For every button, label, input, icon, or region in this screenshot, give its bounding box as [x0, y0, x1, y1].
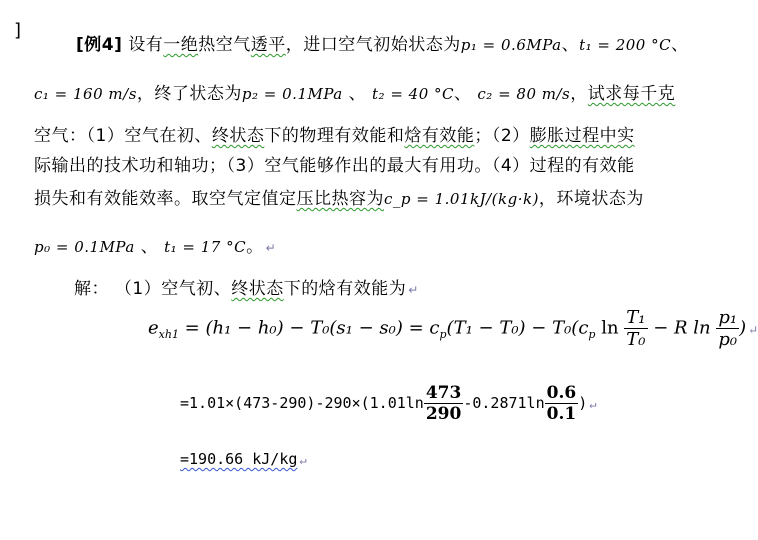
frac-290: 290 [425, 404, 462, 424]
sep-4: 、 [454, 84, 478, 104]
sep-1: 、 [561, 35, 580, 55]
corner-mark: ] [14, 20, 22, 41]
eq-ln: ln [595, 317, 625, 339]
problem-line-2 [34, 79, 675, 104]
cp-value: c_p = 1.01kJ/(kg·k) [384, 190, 539, 208]
p0-value: p₀ = 0.1MPa [34, 238, 135, 256]
problem-line-4: 际输出的技术功和轴功；（3）空气能够作出的最大有用功。（4）过程的有效能 [34, 156, 635, 176]
result-value: =190.66 kJ/kg [180, 450, 298, 468]
sep-3: 、 [342, 84, 373, 104]
frac-p1: p₁ [718, 307, 738, 328]
paragraph-mark: ↵ [589, 397, 597, 411]
c2-value: c₂ = 80 m/s [477, 85, 571, 103]
line-3f: 膨胀过程中实 [529, 126, 635, 146]
text-1e: ，进口空气初始状态为 [285, 35, 461, 55]
solution-intro-c: 下的焓有效能为 [283, 279, 407, 299]
text-2a: ，终了状态为 [136, 84, 242, 104]
line-3a: 空气：（1）空气在初、 [34, 126, 212, 146]
sub-c: ) [578, 394, 588, 412]
line-3b: 终状态 [211, 126, 265, 146]
fraction-p1-p0 [716, 307, 739, 350]
text-2b: ， [570, 84, 588, 104]
problem-line-1 [76, 30, 689, 55]
end-mark: 。 [246, 237, 264, 257]
frac-06: 0.6 [546, 383, 577, 403]
paragraph-mark: ↵ [748, 322, 758, 337]
frac-473: 473 [425, 383, 462, 403]
sub-a: =1.01×(473-290)-290×(1.01ln [180, 394, 424, 412]
line-5a: 损失和有效能效率。取空气定值定 [34, 189, 297, 209]
equation-result [180, 450, 307, 468]
solution-intro-b: 终状态 [231, 279, 284, 299]
eq-minus-r: − R ln [647, 317, 717, 339]
problem-line-5 [34, 184, 644, 209]
c1-value: c₁ = 160 m/s [34, 85, 137, 103]
problem-line-3 [34, 121, 635, 146]
fraction-473-290 [424, 383, 464, 424]
line-5c: ，环境状态为 [538, 189, 644, 209]
equation-exergy [148, 307, 758, 350]
p1-value: p₁ = 0.6MPa [460, 36, 562, 54]
frac-t0: T₀ [626, 329, 646, 350]
text-1c: 热空气 [198, 35, 251, 55]
line-3d: 焓有效能 [404, 126, 475, 146]
solution-heading [74, 274, 419, 299]
frac-t1: T₁ [626, 307, 646, 328]
sep-5: 、 [134, 237, 165, 257]
eq-body-2: (T₁ − T₀) − T₀(c [446, 317, 589, 339]
frac-01: 0.1 [546, 404, 577, 424]
line-3c: 下的物理有效能和 [264, 126, 405, 146]
p2-value: p₂ = 0.1MPa [241, 85, 343, 103]
text-1b: 一绝 [163, 35, 199, 55]
text-2c: 试求每千克 [587, 84, 676, 104]
solution-intro-a: （1）空气初、 [114, 279, 232, 299]
text-1d: 透平 [250, 35, 286, 55]
equation-substitution [180, 383, 596, 424]
t2-value: t₂ = 40 °C [372, 85, 454, 103]
line-5b: 压比热容为 [296, 189, 384, 209]
frac-p0: p₀ [718, 329, 738, 350]
eq-subscript: xh1 [158, 328, 179, 342]
fraction-06-01 [545, 383, 579, 424]
t1-value: t₁ = 200 °C [579, 36, 672, 54]
eq-cp-sub: p [439, 328, 447, 342]
line-3e: ；（2） [474, 126, 530, 146]
solution-label: 解： [74, 279, 109, 299]
eq-cp-sub-2: p [588, 328, 596, 342]
paragraph-mark: ↵ [408, 283, 419, 297]
eq-close: ) [739, 317, 747, 339]
problem-line-6 [34, 232, 276, 257]
sub-b: -0.2871ln [463, 394, 545, 412]
fraction-t1-t0 [624, 307, 647, 350]
eq-left: e [148, 317, 159, 339]
t0-value: t₁ = 17 °C [164, 238, 247, 256]
paragraph-mark: ↵ [299, 453, 307, 467]
text-1a: 设有 [128, 35, 164, 55]
sep-2: 、 [671, 35, 689, 55]
example-tag: [例4] [76, 35, 123, 55]
paragraph-mark: ↵ [265, 241, 277, 255]
eq-body: = (h₁ − h₀) − T₀(s₁ − s₀) = c [178, 317, 440, 339]
